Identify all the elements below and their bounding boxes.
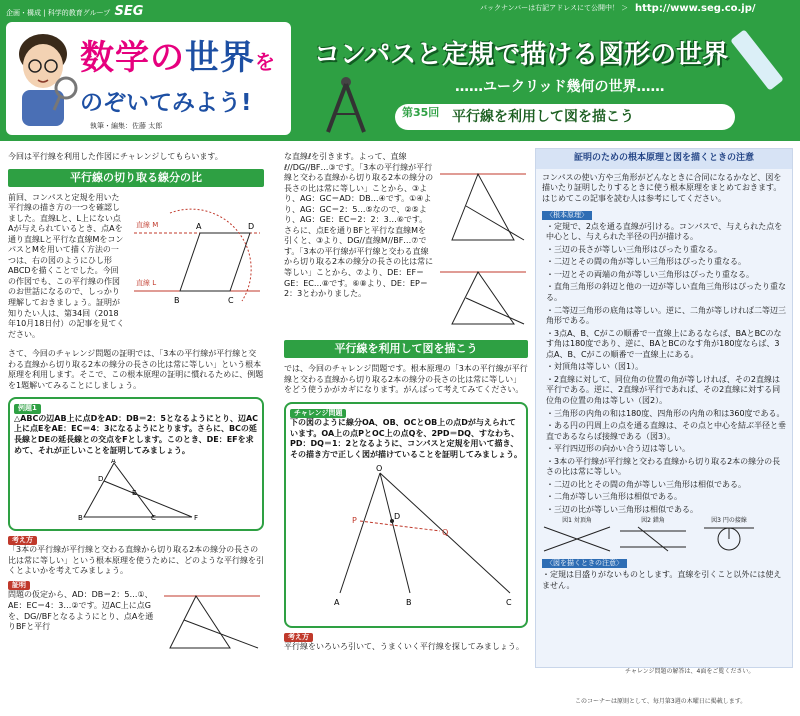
principle-item: ・二辺とその間の角が等しい三角形はぴったり重なる。: [546, 257, 746, 267]
principle-item: ・三辺の長さが等しい三角形はぴったり重なる。: [546, 244, 722, 254]
section-heading-1: 平行線の切り取る線分の比: [8, 169, 264, 187]
svg-text:O: O: [376, 464, 383, 474]
paragraph-2: さて、今回のチャレンジ問題の証明では、「3本の平行線が平行線と交わる直線から切り取る2本の線分の長さの比は常に等しい」という根本原理を利用します。そこで、この根本原理の証明に慣れるために、例題を1題解いてみることにしましょう。: [8, 349, 264, 390]
challenge-text: 下の図のように線分OA、OB、OCとOB上の点Dが与えられています。OA上の点PとOC上の点Qを、2PD＝DQ、すなわち、PD：DQ＝1：2となるように、コンパスと定規を用いて描き、その描き方で正しく図が描けていることを証明してみましょう。: [290, 418, 522, 459]
notes-subheading: 〈図を描くときの注意〉: [542, 559, 627, 568]
principle-item: ・ある円の円周上の点を通る直線は、その点と中心を結ぶ半径と垂直であるならば接線である（図3）。: [546, 421, 786, 441]
fig3-caption: 図3 円の接線: [711, 517, 747, 525]
credit: 企画・構成 | 科学的教育グループ SEG: [6, 4, 144, 19]
svg-text:A: A: [111, 459, 116, 466]
line-m-label: 直線 M: [136, 220, 159, 229]
principle-item: ・3点A、B、Cがこの順番で一直線上にあるならば、BAとBCのなす角は180度であり、逆に、BAとBCのなす角が180度ならば、3点A、B、Cがこの順番で一直線上にある。: [546, 328, 782, 359]
back-number-note: バックナンバーは右記アドレスにて公開中！ ＞: [480, 4, 629, 12]
challenge-tag: チャレンジ問題: [290, 409, 346, 418]
logo-title-part-a: 数学の: [80, 38, 185, 78]
logo-title-line1: [80, 36, 276, 81]
example-box: [8, 397, 264, 530]
principle-item: ・3本の平行線が平行線と交わる直線から切り取る2本の線分の長さの比は常に等しい。: [546, 456, 781, 477]
tangent-figure: [694, 525, 764, 553]
credit-prefix: 企画・構成: [6, 9, 41, 17]
proof-continued: な直線ℓを引きます。よって、直線ℓ//DG//BF…③です。「3本の平行線が平行線と交わる直線から切り取る2本の線分の長さの比は常に等しい」ことから、③より、AG：GC＝AD：DB…④です。①④より、AG：GC＝2：5…⑤なので、②⑤より、AG：GE：EC＝2：2：3…⑥です。さらに、点Eを通りBFと平行な直線Mを引くと、③より、DG//直線M//BF…⑦です。「3本の平行線が平行線と交わる直線から切り取る2本の線分の長さの比は常に等しい」ことから、⑦より、DE：EF＝GE：EC…⑧です。⑥⑧より、DE：EP＝2：3とわかりました。: [284, 152, 434, 299]
svg-text:B: B: [174, 295, 180, 305]
logo-title-part-b: 世界: [185, 38, 255, 78]
rhombus-figure: [130, 193, 264, 313]
challenge-answer-note: チャレンジ問題の解答は、4面をご覧ください。: [625, 668, 755, 675]
column-1: [8, 152, 264, 652]
principle-item: ・2直線に対して、同位角の位置の角が等しければ、その2直線は平行である。逆に、2直線が平行であれば、その2直線に対する同位角の位置の角は等しい（図2）。: [546, 374, 781, 405]
challenge-intro: では、今回のチャレンジ問題です。根本原理の「3本の平行線が平行線と交わる直線から切り取る2本の線分の長さの比は常に等しい」をどう使うかがカギになります。がんばって考えてみてください。: [284, 364, 528, 395]
example-tag: 例題1: [14, 404, 41, 413]
challenge-box: [284, 402, 528, 628]
svg-text:A: A: [334, 598, 340, 608]
example-text: △ABCの辺AB上に点DをAD：DB＝2：5となるようにとり、辺AC上に点EをAE：EC＝4：3になるようにとります。さらに、BCの延長線とDEの延長線との交点をFとします。このとき、DE：EFを求めて、それが正しいことを証明してみましょう。: [14, 413, 259, 455]
paragraph-1: 前回、コンパスと定規を用いた平行線の描き方の一つを確認しました。直線Lと、L上にない点Aが与えられているとき、点Aを通り直線Lと平行な直線MをコンパスとMを用いて描く方法の一つは、右の図のようにひし形ABCDを描くことでした。今回の作図でも、この平行線の作図のお世話になるので、しっかり理解しておきましょう。証明が知りたい人は、第34回（2018年10月18日付）の記事を見てください。: [8, 192, 125, 339]
episode-number: 第35回: [402, 106, 440, 119]
logo-title-part-c: を: [255, 50, 276, 74]
principle-item: ・三角形の内角の和は180度、四角形の内角の和は360度である。: [546, 408, 785, 418]
svg-text:P: P: [352, 516, 357, 526]
principle-item: ・平行四辺形の向かい合う辺は等しい。: [546, 444, 690, 454]
principles-subheading: 〈根本原理〉: [542, 211, 592, 220]
seg-logo: SEG: [114, 4, 144, 19]
hint-text: 「3本の平行線が平行線と交わる直線から切り取る2本の線分の長さの比は常に等しい」という根本原理を使うために、どのような平行線を引くとよいかを考えてみましょう。: [8, 545, 264, 576]
svg-text:A: A: [196, 221, 202, 231]
corner-note: このコーナーは原則として、毎月第3週の木曜日に掲載します。: [575, 698, 747, 705]
section-heading-2: 平行線を利用して図を描こう: [284, 340, 528, 358]
main-title: コンパスと定規で描ける図形の世界: [314, 40, 729, 70]
logo-title-line2: のぞいてみよう!: [80, 90, 252, 116]
hint2-tag: 考え方: [284, 633, 313, 642]
proof-tag: 証明: [8, 581, 30, 590]
principle-item: ・二角が等しい三角形は相似である。: [546, 492, 682, 502]
credit-org: 科学的教育グループ: [47, 9, 111, 17]
fig2-caption: 図2 錯角: [641, 517, 665, 525]
proof-figure: [160, 590, 264, 652]
proof-text: 問題の仮定から、AD：DB＝2：5…①、AE：EC＝4：3…②です。辺AC上に点Gを、DG//BFとなるようにとり、点Aを通りBFと平行: [8, 590, 154, 632]
vertical-angles-figure: [542, 525, 612, 553]
fig1-caption: 図1 対頂角: [562, 517, 592, 525]
alternate-angles-figure: [618, 525, 688, 553]
svg-text:E: E: [132, 489, 137, 498]
svg-text:B: B: [406, 598, 412, 608]
teacher-illustration: [8, 26, 78, 126]
parallel-lines-figure: [438, 152, 528, 332]
example-triangle-figure: [14, 459, 260, 521]
drawing-note: ・定規は目盛りがないものとします。直線を引くこと以外には使えません。: [542, 570, 782, 591]
principle-item: ・二等辺三角形の底角は等しい。逆に、二角が等しければ二等辺三角形である。: [546, 305, 786, 326]
sub-title: ……ユークリッド幾何の世界……: [455, 79, 665, 95]
line-l-label: 直線 L: [136, 278, 157, 287]
intro-text: 今回は平行線を利用した作図にチャレンジしてもらいます。: [8, 152, 223, 161]
svg-text:D: D: [98, 475, 104, 484]
hint2-text: 平行線をいろいろ引いて、うまくいく平行線を探してみましょう。: [284, 642, 524, 652]
principle-item: ・二辺の比とその間の角が等しい三角形は相似である。: [546, 479, 746, 489]
svg-text:C: C: [228, 295, 234, 305]
principles-title: 証明のための根本原理と図を描くときの注意: [536, 149, 792, 169]
episode-title: 平行線を利用して図を描こう: [452, 109, 634, 125]
svg-text:Q: Q: [442, 528, 449, 538]
svg-text:C: C: [506, 598, 512, 608]
principles-panel: [535, 148, 793, 668]
challenge-figure: [290, 463, 520, 613]
svg-text:B: B: [78, 514, 83, 522]
principle-item: ・一辺とその両端の角が等しい三角形はぴったり重なる。: [546, 269, 754, 279]
principle-item: ・直角三角形の斜辺と他の一辺が等しい直角三角形はぴったり重なる。: [546, 282, 786, 303]
author: 執筆・編集：佐藤 太郎: [90, 122, 163, 130]
svg-text:D: D: [394, 512, 401, 522]
principles-intro: コンパスの使い方や三角形がどんなときに合同になるかなど、図を描いたり証明したりするときに使う根本原理をまとめておきます。はじめてこの記事を読む人は参考にしてください。: [542, 172, 782, 203]
column-2: [284, 152, 528, 656]
hint-tag: 考え方: [8, 536, 37, 545]
principles-list: [542, 222, 786, 516]
principle-figures: [542, 517, 786, 556]
svg-text:F: F: [194, 514, 199, 522]
svg-text:D: D: [248, 221, 255, 231]
site-url[interactable]: http://www.seg.co.jp/: [635, 3, 756, 14]
principle-item: ・三辺の比が等しい三角形は相似である。: [546, 504, 698, 514]
compass-icon: [318, 74, 374, 134]
principle-item: ・対頂角は等しい（図1）。: [546, 362, 644, 372]
principle-item: ・定規で、2点を通る直線が引ける。コンパスで、与えられた点を中心とし、与えられた半径の円が描ける。: [546, 221, 783, 242]
svg-text:C: C: [151, 514, 156, 522]
